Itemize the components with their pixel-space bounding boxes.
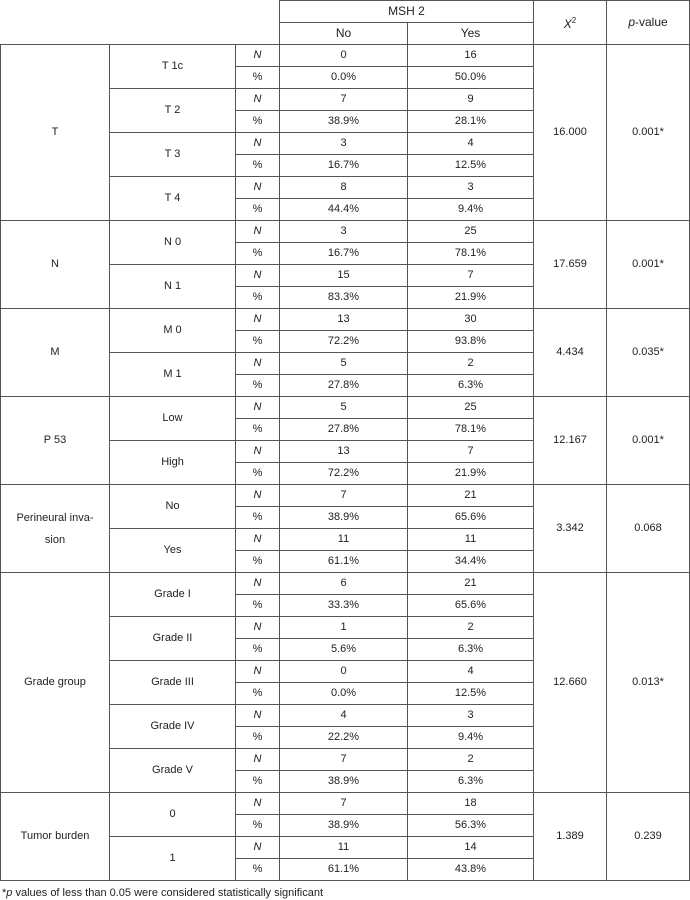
pct-label-cell: %	[236, 595, 280, 617]
n-label-cell: N	[236, 529, 280, 551]
pct-label-cell: %	[236, 815, 280, 837]
pct-yes-cell: 21.9%	[408, 287, 534, 309]
pct-no-cell: 83.3%	[280, 287, 408, 309]
n-yes-cell: 7	[408, 265, 534, 287]
category-label-cell: M 1	[110, 353, 236, 397]
n-label-cell: N	[236, 133, 280, 155]
pct-no-cell: 22.2%	[280, 727, 408, 749]
n-no-cell: 3	[280, 133, 408, 155]
n-label-cell: N	[236, 705, 280, 727]
table-row	[1, 573, 690, 595]
n-no-cell: 7	[280, 749, 408, 771]
n-no-cell: 15	[280, 265, 408, 287]
category-label-cell: Grade IV	[110, 705, 236, 749]
footnote-p-italic: p	[6, 887, 13, 899]
variable-name-cell: Tumor burden	[1, 793, 110, 881]
pct-no-cell: 72.2%	[280, 463, 408, 485]
p-value-cell: 0.001*	[607, 45, 690, 221]
n-label-cell: N	[236, 397, 280, 419]
category-label-cell: N 1	[110, 265, 236, 309]
n-yes-cell: 25	[408, 397, 534, 419]
pct-yes-cell: 34.4%	[408, 551, 534, 573]
n-label-cell: N	[236, 309, 280, 331]
category-label-cell: N 0	[110, 221, 236, 265]
n-yes-cell: 11	[408, 529, 534, 551]
header-yes: Yes	[408, 23, 534, 45]
n-yes-cell: 2	[408, 617, 534, 639]
table-row	[1, 221, 690, 243]
n-yes-cell: 21	[408, 573, 534, 595]
n-label-cell: N	[236, 793, 280, 815]
pct-no-cell: 27.8%	[280, 375, 408, 397]
pct-yes-cell: 65.6%	[408, 595, 534, 617]
category-label-cell: T 1c	[110, 45, 236, 89]
n-no-cell: 0	[280, 45, 408, 67]
category-label-cell: T 2	[110, 89, 236, 133]
table-row	[1, 485, 690, 507]
n-label-cell: N	[236, 661, 280, 683]
n-no-cell: 11	[280, 529, 408, 551]
n-label-cell: N	[236, 749, 280, 771]
pct-no-cell: 38.9%	[280, 111, 408, 133]
pct-yes-cell: 9.4%	[408, 199, 534, 221]
pct-yes-cell: 6.3%	[408, 639, 534, 661]
n-yes-cell: 2	[408, 749, 534, 771]
n-no-cell: 5	[280, 353, 408, 375]
n-no-cell: 11	[280, 837, 408, 859]
pct-label-cell: %	[236, 507, 280, 529]
variable-name-cell: M	[1, 309, 110, 397]
variable-name-cell: Perineural inva-sion	[1, 485, 110, 573]
category-label-cell: Grade V	[110, 749, 236, 793]
pct-no-cell: 33.3%	[280, 595, 408, 617]
chi-square-cell: 12.660	[534, 573, 607, 793]
pct-no-cell: 16.7%	[280, 155, 408, 177]
chi-square-cell: 16.000	[534, 45, 607, 221]
chi-symbol: X	[563, 17, 572, 31]
p-italic: p	[628, 15, 635, 29]
n-yes-cell: 21	[408, 485, 534, 507]
pct-no-cell: 27.8%	[280, 419, 408, 441]
n-no-cell: 0	[280, 661, 408, 683]
pct-label-cell: %	[236, 375, 280, 397]
chi-square-cell: 3.342	[534, 485, 607, 573]
n-yes-cell: 3	[408, 177, 534, 199]
table-row	[1, 45, 690, 67]
chi-square-cell: 1.389	[534, 793, 607, 881]
n-no-cell: 13	[280, 441, 408, 463]
pct-yes-cell: 9.4%	[408, 727, 534, 749]
pct-yes-cell: 43.8%	[408, 859, 534, 881]
pct-label-cell: %	[236, 463, 280, 485]
pct-yes-cell: 12.5%	[408, 683, 534, 705]
chi-superscript: 2	[571, 16, 577, 25]
category-label-cell: 0	[110, 793, 236, 837]
pct-label-cell: %	[236, 155, 280, 177]
pct-label-cell: %	[236, 199, 280, 221]
n-yes-cell: 30	[408, 309, 534, 331]
n-label-cell: N	[236, 837, 280, 859]
category-label-cell: High	[110, 441, 236, 485]
variable-name-cell: P 53	[1, 397, 110, 485]
pct-no-cell: 72.2%	[280, 331, 408, 353]
n-yes-cell: 7	[408, 441, 534, 463]
table-row	[1, 309, 690, 331]
pct-no-cell: 16.7%	[280, 243, 408, 265]
pct-label-cell: %	[236, 331, 280, 353]
header-no: No	[280, 23, 408, 45]
n-yes-cell: 16	[408, 45, 534, 67]
p-value-cell: 0.035*	[607, 309, 690, 397]
pct-label-cell: %	[236, 859, 280, 881]
header-chi-square	[534, 1, 607, 45]
header-row-1	[1, 1, 690, 23]
category-label-cell: M 0	[110, 309, 236, 353]
p-value-cell: 0.013*	[607, 573, 690, 793]
n-no-cell: 7	[280, 793, 408, 815]
n-no-cell: 3	[280, 221, 408, 243]
n-yes-cell: 2	[408, 353, 534, 375]
n-label-cell: N	[236, 573, 280, 595]
header-msh2: MSH 2	[280, 1, 534, 23]
pct-label-cell: %	[236, 683, 280, 705]
pct-no-cell: 0.0%	[280, 683, 408, 705]
pct-yes-cell: 50.0%	[408, 67, 534, 89]
table-row	[1, 397, 690, 419]
n-yes-cell: 4	[408, 661, 534, 683]
n-label-cell: N	[236, 265, 280, 287]
chi-square-cell: 4.434	[534, 309, 607, 397]
n-no-cell: 8	[280, 177, 408, 199]
pct-yes-cell: 21.9%	[408, 463, 534, 485]
n-no-cell: 4	[280, 705, 408, 727]
pct-no-cell: 5.6%	[280, 639, 408, 661]
pct-yes-cell: 6.3%	[408, 771, 534, 793]
n-label-cell: N	[236, 617, 280, 639]
pct-yes-cell: 6.3%	[408, 375, 534, 397]
pct-label-cell: %	[236, 639, 280, 661]
n-yes-cell: 9	[408, 89, 534, 111]
n-yes-cell: 3	[408, 705, 534, 727]
pct-label-cell: %	[236, 771, 280, 793]
pct-no-cell: 61.1%	[280, 859, 408, 881]
category-label-cell: Grade II	[110, 617, 236, 661]
variable-name-cell: N	[1, 221, 110, 309]
category-label-cell: T 4	[110, 177, 236, 221]
category-label-cell: Grade I	[110, 573, 236, 617]
pct-no-cell: 44.4%	[280, 199, 408, 221]
n-label-cell: N	[236, 177, 280, 199]
chi-square-cell: 17.659	[534, 221, 607, 309]
category-label-cell: Yes	[110, 529, 236, 573]
category-label-cell: Grade III	[110, 661, 236, 705]
pct-yes-cell: 78.1%	[408, 419, 534, 441]
footnote	[2, 886, 690, 900]
pct-yes-cell: 78.1%	[408, 243, 534, 265]
n-yes-cell: 14	[408, 837, 534, 859]
pct-yes-cell: 12.5%	[408, 155, 534, 177]
n-label-cell: N	[236, 353, 280, 375]
variable-name-cell: Grade group	[1, 573, 110, 793]
pct-label-cell: %	[236, 419, 280, 441]
n-yes-cell: 4	[408, 133, 534, 155]
footnote-symbol: *	[2, 887, 7, 899]
footnote-text: values of less than 0.05 were considered statistically significant	[12, 887, 324, 899]
n-label-cell: N	[236, 485, 280, 507]
n-no-cell: 6	[280, 573, 408, 595]
n-label-cell: N	[236, 45, 280, 67]
pct-yes-cell: 28.1%	[408, 111, 534, 133]
n-label-cell: N	[236, 89, 280, 111]
n-label-cell: N	[236, 221, 280, 243]
category-label-cell: No	[110, 485, 236, 529]
table-row	[1, 793, 690, 815]
table-body	[1, 45, 690, 881]
category-label-cell: 1	[110, 837, 236, 881]
pct-yes-cell: 93.8%	[408, 331, 534, 353]
category-label-cell: Low	[110, 397, 236, 441]
p-value-cell: 0.001*	[607, 397, 690, 485]
n-no-cell: 1	[280, 617, 408, 639]
pct-label-cell: %	[236, 111, 280, 133]
pct-no-cell: 38.9%	[280, 507, 408, 529]
p-rest: -value	[635, 15, 668, 29]
pct-no-cell: 0.0%	[280, 67, 408, 89]
n-label-cell: N	[236, 441, 280, 463]
pct-label-cell: %	[236, 287, 280, 309]
pct-label-cell: %	[236, 727, 280, 749]
n-no-cell: 5	[280, 397, 408, 419]
pct-label-cell: %	[236, 243, 280, 265]
n-yes-cell: 18	[408, 793, 534, 815]
pct-yes-cell: 56.3%	[408, 815, 534, 837]
n-no-cell: 13	[280, 309, 408, 331]
category-label-cell: T 3	[110, 133, 236, 177]
pct-yes-cell: 65.6%	[408, 507, 534, 529]
p-value-cell: 0.001*	[607, 221, 690, 309]
header-empty-cell	[1, 1, 280, 45]
pct-no-cell: 38.9%	[280, 771, 408, 793]
n-no-cell: 7	[280, 485, 408, 507]
pct-label-cell: %	[236, 551, 280, 573]
n-yes-cell: 25	[408, 221, 534, 243]
chi-square-cell: 12.167	[534, 397, 607, 485]
pct-label-cell: %	[236, 67, 280, 89]
p-value-cell: 0.239	[607, 793, 690, 881]
variable-name-cell: T	[1, 45, 110, 221]
header-p-value	[607, 1, 690, 45]
pct-no-cell: 38.9%	[280, 815, 408, 837]
pct-no-cell: 61.1%	[280, 551, 408, 573]
n-no-cell: 7	[280, 89, 408, 111]
p-value-cell: 0.068	[607, 485, 690, 573]
